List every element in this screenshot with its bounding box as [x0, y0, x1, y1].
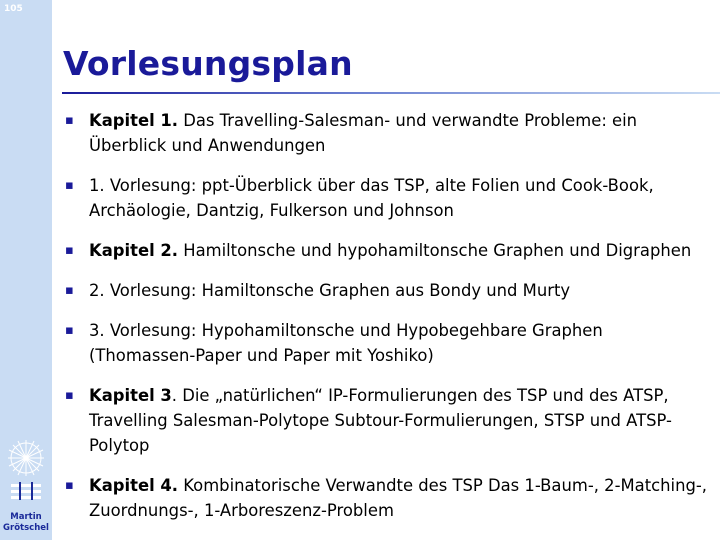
list-item [63, 473, 713, 523]
square-bullet-icon: ▪ [65, 243, 74, 258]
item-text: 1. Vorlesung: ppt-Überblick über das TSP, alte Folien und Cook-Book, Archäologie, Dantzig, Fulkerson und Johnson [89, 176, 654, 220]
square-bullet-icon: ▪ [65, 178, 74, 193]
item-heading: Kapitel 1. [89, 111, 179, 130]
list-item [63, 278, 713, 303]
page-number: 105 [4, 4, 23, 14]
item-text: . Die „natürlichen“ IP-Formulierungen des TSP und des ATSP, Travelling Salesman-Polytope Subtour-Formulierungen, STSP und ATSP-Polytop [89, 386, 672, 455]
square-bullet-icon: ▪ [65, 388, 74, 403]
item-heading: Kapitel 4. [89, 476, 179, 495]
zib-logo-icon [5, 436, 47, 504]
item-text: Das Travelling-Salesman- und verwandte Probleme: ein Überblick und Anwendungen [89, 111, 638, 155]
list-item [63, 108, 713, 158]
square-bullet-icon: ▪ [65, 323, 74, 338]
square-bullet-icon: ▪ [65, 478, 74, 493]
author-last-name: Grötschel [3, 523, 49, 533]
item-text: Hamiltonsche und hypohamiltonsche Graphen und Digraphen [178, 241, 692, 260]
author-name [0, 512, 52, 534]
square-bullet-icon: ▪ [65, 113, 74, 128]
list-item [63, 238, 713, 263]
list-item [63, 318, 713, 368]
item-text: 3. Vorlesung: Hypohamiltonsche und Hypobegehbare Graphen (Thomassen-Paper und Paper mit Yoshiko) [89, 321, 603, 365]
item-text: 2. Vorlesung: Hamiltonsche Graphen aus Bondy und Murty [89, 281, 571, 300]
item-text: Kombinatorische Verwandte des TSP Das 1-Baum-, 2-Matching-, Zuordnungs-, 1-Arboreszenz-Problem [89, 476, 707, 520]
agenda-list [63, 104, 713, 523]
title-divider [62, 92, 720, 94]
author-first-name: Martin [10, 512, 42, 522]
slide-title: Vorlesungsplan [63, 44, 353, 83]
list-item [63, 383, 713, 458]
item-heading: Kapitel 3 [89, 386, 172, 405]
item-heading: Kapitel 2. [89, 241, 179, 260]
list-item [63, 173, 713, 223]
square-bullet-icon: ▪ [65, 283, 74, 298]
sidebar [0, 0, 52, 540]
